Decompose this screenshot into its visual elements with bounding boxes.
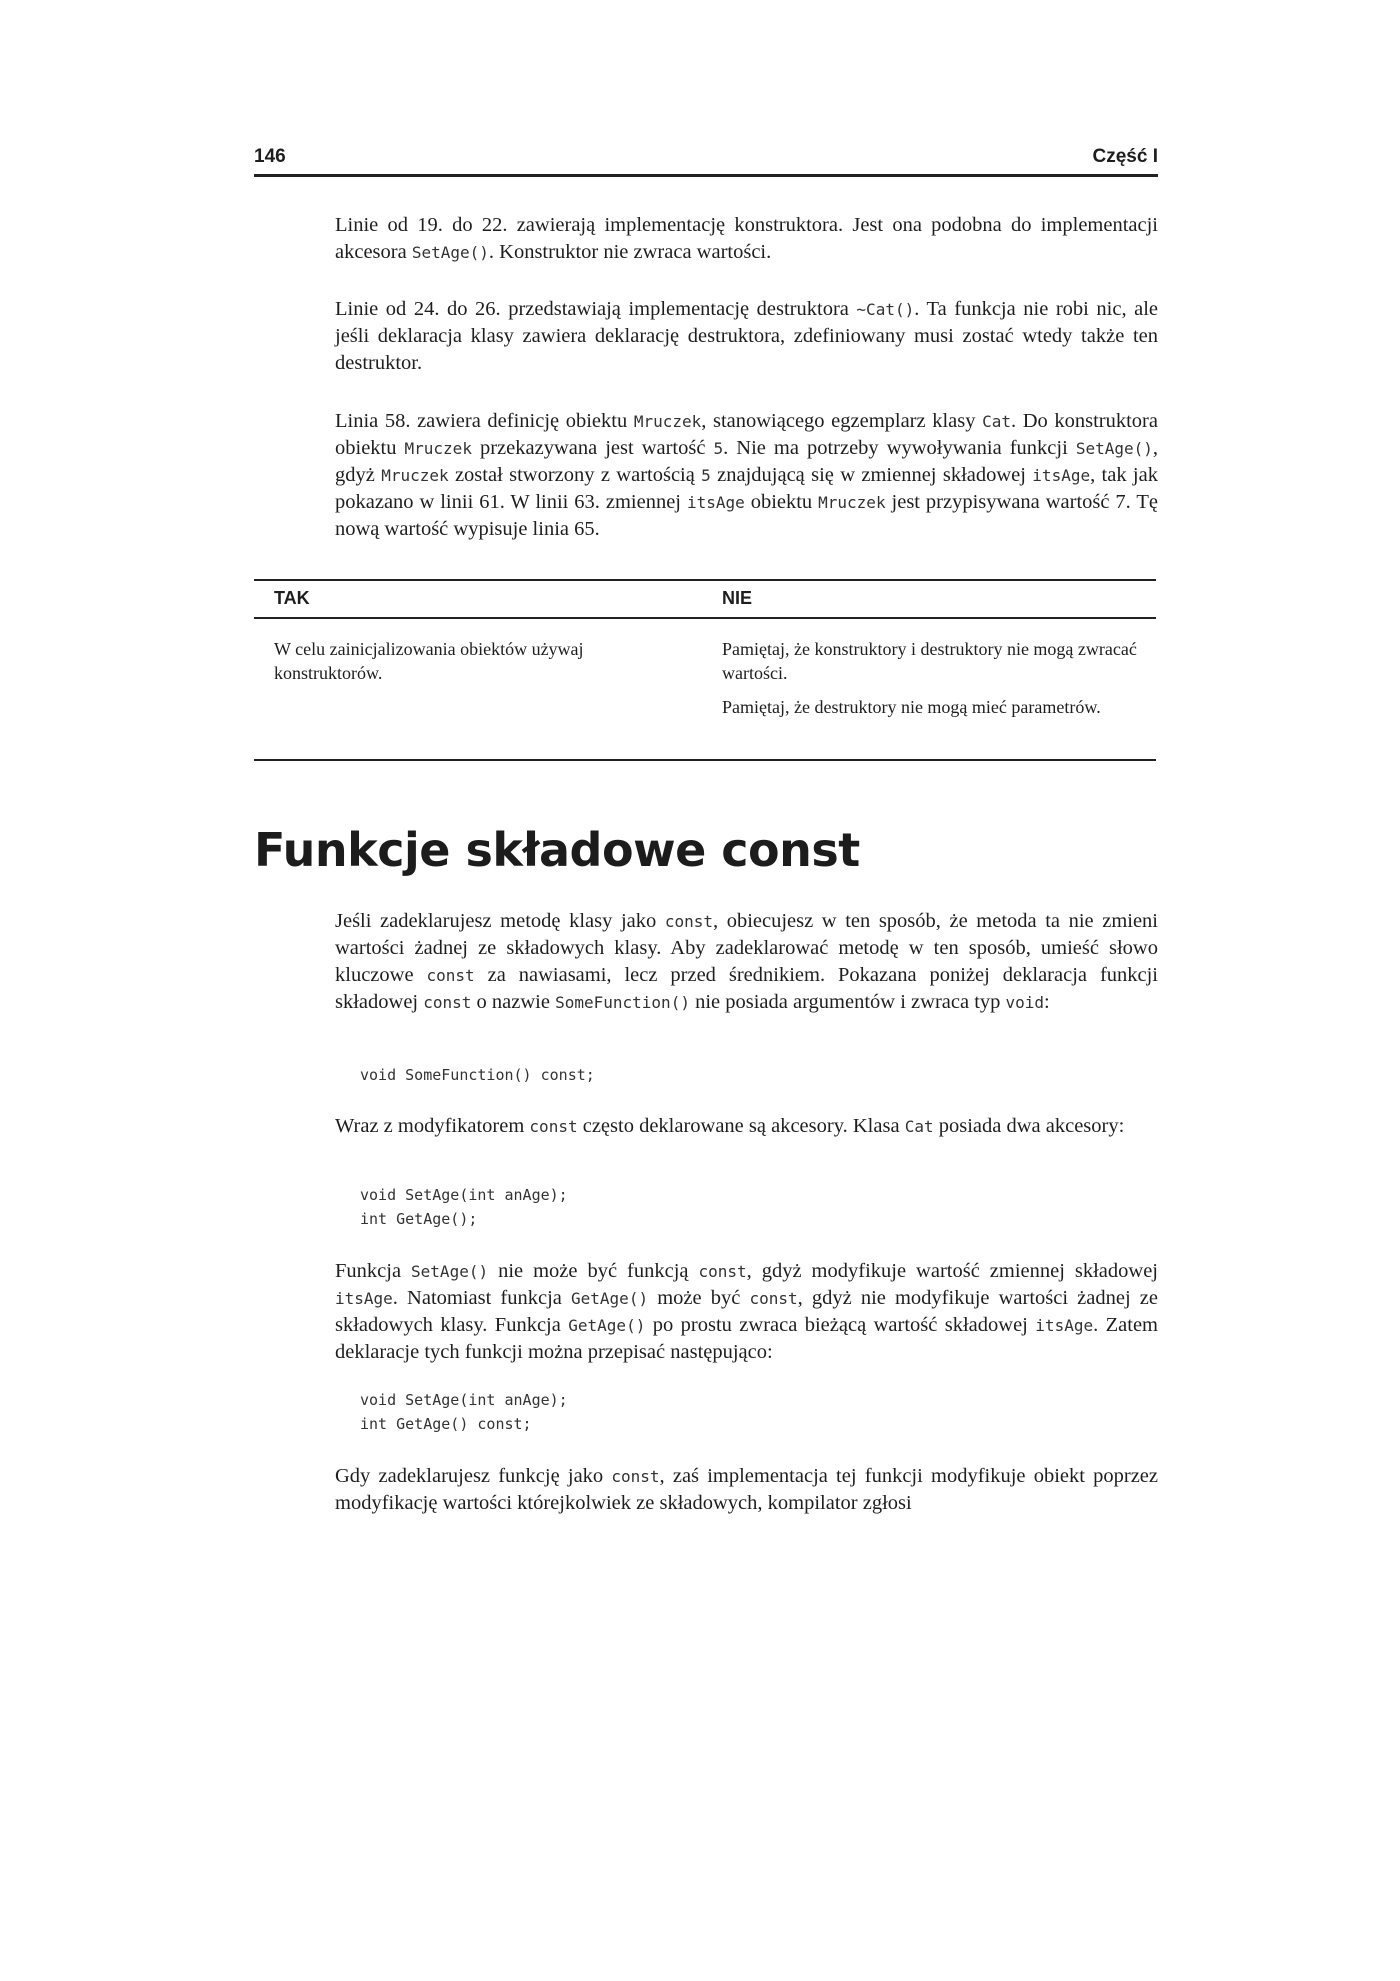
code-block-3: [360, 1388, 568, 1436]
inline-code: GetAge(): [571, 1289, 649, 1308]
table-bottom-rule: [254, 759, 1156, 761]
table-header-tak: TAK: [274, 588, 310, 608]
table-cell-nie-2: Pamiętaj, że destruktory nie mogą mieć parametrów.: [722, 697, 1101, 717]
table-top-rule: [254, 579, 1156, 581]
paragraph-const-methods: Jeśli zadeklarujesz metodę klasy jako const, obiecujesz w ten sposób, że metoda ta nie zmieni wartości żadnej ze składowych klasy. Aby zadeklarować metodę w ten sposób, umieść słowo kluczowe const za nawiasami, lecz przed średnikiem. Pokazana poniżej deklaracja funkcji składowej const o nazwie SomeFunction() nie posiada argumentów i zwraca typ void:: [335, 910, 1159, 1013]
inline-code: const: [426, 966, 475, 985]
inline-code: 5: [713, 439, 724, 458]
paragraph-object-definition: Linia 58. zawiera definicję obiektu Mruczek, stanowiącego egzemplarz klasy Cat. Do konstruktora obiektu Mruczek przekazywana jest wartość 5. Nie ma potrzeby wywoływania funkcji SetAge(), gdyż Mruczek został stworzony z wartością 5 znajdującą się w zmiennej składowej itsAge, tak jak pokazano w linii 61. W linii 63. zmiennej itsAge obiektu Mruczek jest przypisywana wartość 7. Tę nową wartość wypisuje linia 65.: [335, 410, 1158, 540]
table-cell-nie-1: Pamiętaj, że konstruktory i destruktory nie mogą zwracać wartości.: [722, 639, 1137, 683]
part-title: Część I: [1092, 146, 1158, 167]
code-line: void SetAge(int anAge);: [360, 1186, 568, 1204]
inline-code: const: [698, 1262, 747, 1281]
code-line: void SetAge(int anAge);: [360, 1391, 568, 1409]
page-number: 146: [254, 146, 286, 167]
inline-code: Mruczek: [818, 493, 886, 512]
paragraph-constructor-lines: Linie od 19. do 22. zawierają implementację konstruktora. Jest ona podobna do implementacji akcesora SetAge(). Konstruktor nie zwraca wartości.: [335, 214, 1158, 263]
code-line: int GetAge() const;: [360, 1415, 532, 1433]
paragraph-destructor-lines: Linie od 24. do 26. przedstawiają implementację destruktora ~Cat(). Ta funkcja nie robi nic, ale jeśli deklaracja klasy zawiera deklarację destruktora, zdefiniowany musi zostać wtedy także ten destruktor.: [335, 298, 1159, 374]
inline-code: const: [664, 912, 713, 931]
inline-code: ~Cat(): [856, 300, 915, 319]
inline-code: Cat: [982, 412, 1011, 431]
inline-code: const: [529, 1117, 578, 1136]
inline-code: itsAge: [1032, 466, 1091, 485]
code-block-2: [360, 1183, 568, 1231]
paragraph-accessors: Wraz z modyfikatorem const często deklarowane są akcesory. Klasa Cat posiada dwa akcesory:: [335, 1115, 1125, 1137]
inline-code: itsAge: [335, 1289, 393, 1308]
inline-code: Mruczek: [633, 412, 702, 431]
inline-code: itsAge: [1035, 1316, 1094, 1335]
code-line: void SomeFunction() const;: [360, 1066, 595, 1084]
section-title: Funkcje składowe const: [254, 823, 860, 877]
inline-code: SetAge(): [411, 1262, 489, 1281]
inline-code: itsAge: [686, 493, 745, 512]
table-header-nie: NIE: [722, 588, 753, 608]
inline-code: Mruczek: [381, 466, 449, 485]
inline-code: SetAge(): [1075, 439, 1153, 458]
page-header: [254, 146, 1158, 177]
inline-code: SomeFunction(): [555, 993, 690, 1012]
paragraph-setage-getage: Funkcja SetAge() nie może być funkcją const, gdyż modyfikuje wartość zmiennej składowej itsAge. Natomiast funkcja GetAge() może być const, gdyż nie modyfikuje wartości żadnej ze składowych klasy. Funkcja GetAge() po prostu zwraca bieżącą wartość składowej itsAge. Zatem deklaracje tych funkcji można przepisać następująco:: [335, 1260, 1158, 1363]
inline-code: GetAge(): [568, 1316, 646, 1335]
code-line: int GetAge();: [360, 1210, 478, 1228]
table-header-rule: [254, 617, 1156, 619]
inline-code: Cat: [904, 1117, 934, 1136]
paragraph-const-compiler: Gdy zadeklarujesz funkcję jako const, zaś implementacja tej funkcji modyfikuje obiekt poprzez modyfikację wartości którejkolwiek ze składowych, kompilator zgłosi: [335, 1465, 1158, 1514]
inline-code: SetAge(): [411, 243, 489, 262]
inline-code: const: [423, 993, 472, 1012]
table-cell-tak-1: W celu zainicjalizowania obiektów używaj konstruktorów.: [274, 639, 584, 683]
inline-code: Mruczek: [404, 439, 472, 458]
inline-code: 5: [701, 466, 711, 485]
inline-code: const: [611, 1467, 660, 1486]
inline-code: void: [1005, 993, 1045, 1012]
code-block-1: [360, 1063, 595, 1087]
inline-code: const: [749, 1289, 798, 1308]
